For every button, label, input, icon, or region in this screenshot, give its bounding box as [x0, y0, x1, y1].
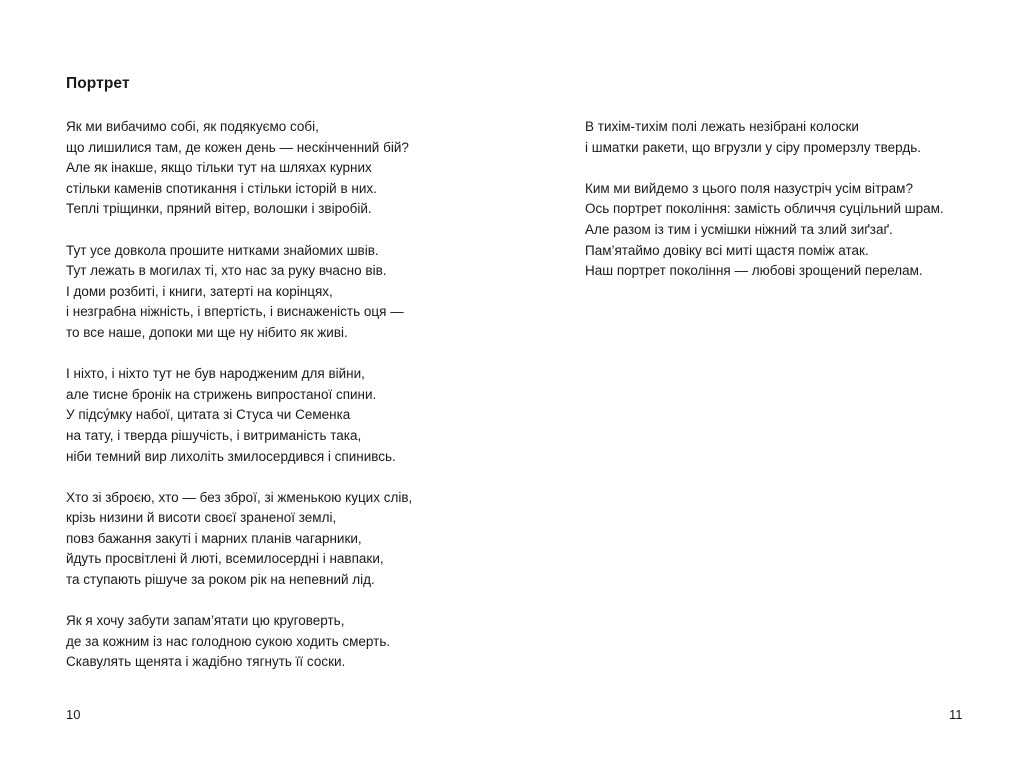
- stanza: [66, 117, 412, 220]
- poem-line: але тисне бронік на стрижень випростаної спини.: [66, 386, 377, 402]
- page-number-left: 10: [66, 707, 81, 722]
- stanza: [66, 364, 412, 467]
- poem-line: йдуть просвітлені й люті, всемилосердні і навпаки,: [66, 551, 384, 567]
- poem-line: Скавулять щенята і жадібно тягнуть її соски.: [66, 654, 346, 670]
- poem-line: Але як інакше, якщо тільки тут на шляхах курних: [66, 160, 372, 176]
- poem-line: Ось портрет покоління: замість обличчя суцільний шрам.: [585, 201, 944, 217]
- poem-line: на тату, і тверда рішучість, і витриманість така,: [66, 427, 362, 443]
- poem-line: де за кожним із нас голодною сукою ходить смерть.: [66, 633, 391, 649]
- poem-line: Тут лежать в могилах ті, хто нас за руку вчасно вів.: [66, 263, 387, 279]
- poem-line: І ніхто, і ніхто тут не був народженим для війни,: [66, 366, 365, 382]
- right-page: [512, 0, 1024, 768]
- poem-line: Хто зі зброєю, хто — без зброї, зі жменькою куцих слів,: [66, 489, 413, 505]
- poem-line: і незграбна ніжність, і впертість, і виснаженість оця —: [66, 304, 404, 320]
- stanza: [585, 179, 944, 282]
- stanza: [66, 488, 412, 591]
- stanza: [585, 117, 944, 158]
- poem-line: ніби темний вир лихоліть змилосердився і спинивсь.: [66, 448, 396, 464]
- poem-line: У підсу́мку набої, цитата зі Стуса чи Семенка: [66, 407, 351, 423]
- poem-line: повз бажання закуті і марних планів чагарники,: [66, 530, 362, 546]
- poem-line: то все наше, допоки ми ще ну нібито як живі.: [66, 324, 348, 340]
- stanza: [66, 611, 412, 673]
- poem-line: та ступають рішуче за роком рік на непевний лід.: [66, 572, 375, 588]
- poem-line: і шматки ракети, що вгрузли у сіру промерзлу твердь.: [585, 139, 922, 155]
- poem-line: Теплі тріщинки, пряний вітер, волошки і звіробій.: [66, 201, 372, 217]
- poem-line: крізь низини й висоти своєї зраненої землі,: [66, 510, 337, 526]
- poem-text-left: [66, 117, 412, 673]
- poem-line: Тут усе довкола прошите нитками знайомих швів.: [66, 242, 379, 258]
- poem-line: Як ми вибачимо собі, як подякуємо собі,: [66, 119, 319, 134]
- page-number-right: 11: [949, 707, 963, 722]
- poem-line: Наш портрет покоління — любові зрощений перелам.: [585, 263, 923, 279]
- poem-line: що лишилися там, де кожен день — нескінченний бій?: [66, 139, 409, 155]
- poem-text-right: [585, 117, 944, 282]
- poem-title: Портрет: [66, 75, 130, 92]
- stanza: [66, 241, 412, 344]
- poem-line: Ким ми вийдемо з цього поля назустріч усім вітрам?: [585, 180, 913, 196]
- poem-line: В тихім-тихім полі лежать незібрані колоски: [585, 119, 859, 134]
- poem-line: І доми розбиті, і книги, затерті на корінцях,: [66, 283, 333, 299]
- poem-line: Як я хочу забути запам’ятати цю круговерть,: [66, 613, 345, 629]
- poem-line: Але разом із тим і усмішки ніжний та злий зиґзаґ.: [585, 221, 893, 237]
- poem-line: стільки каменів спотикання і стільки історій в них.: [66, 180, 377, 196]
- poem-line: Пам’ятаймо довіку всі миті щастя поміж атак.: [585, 242, 869, 258]
